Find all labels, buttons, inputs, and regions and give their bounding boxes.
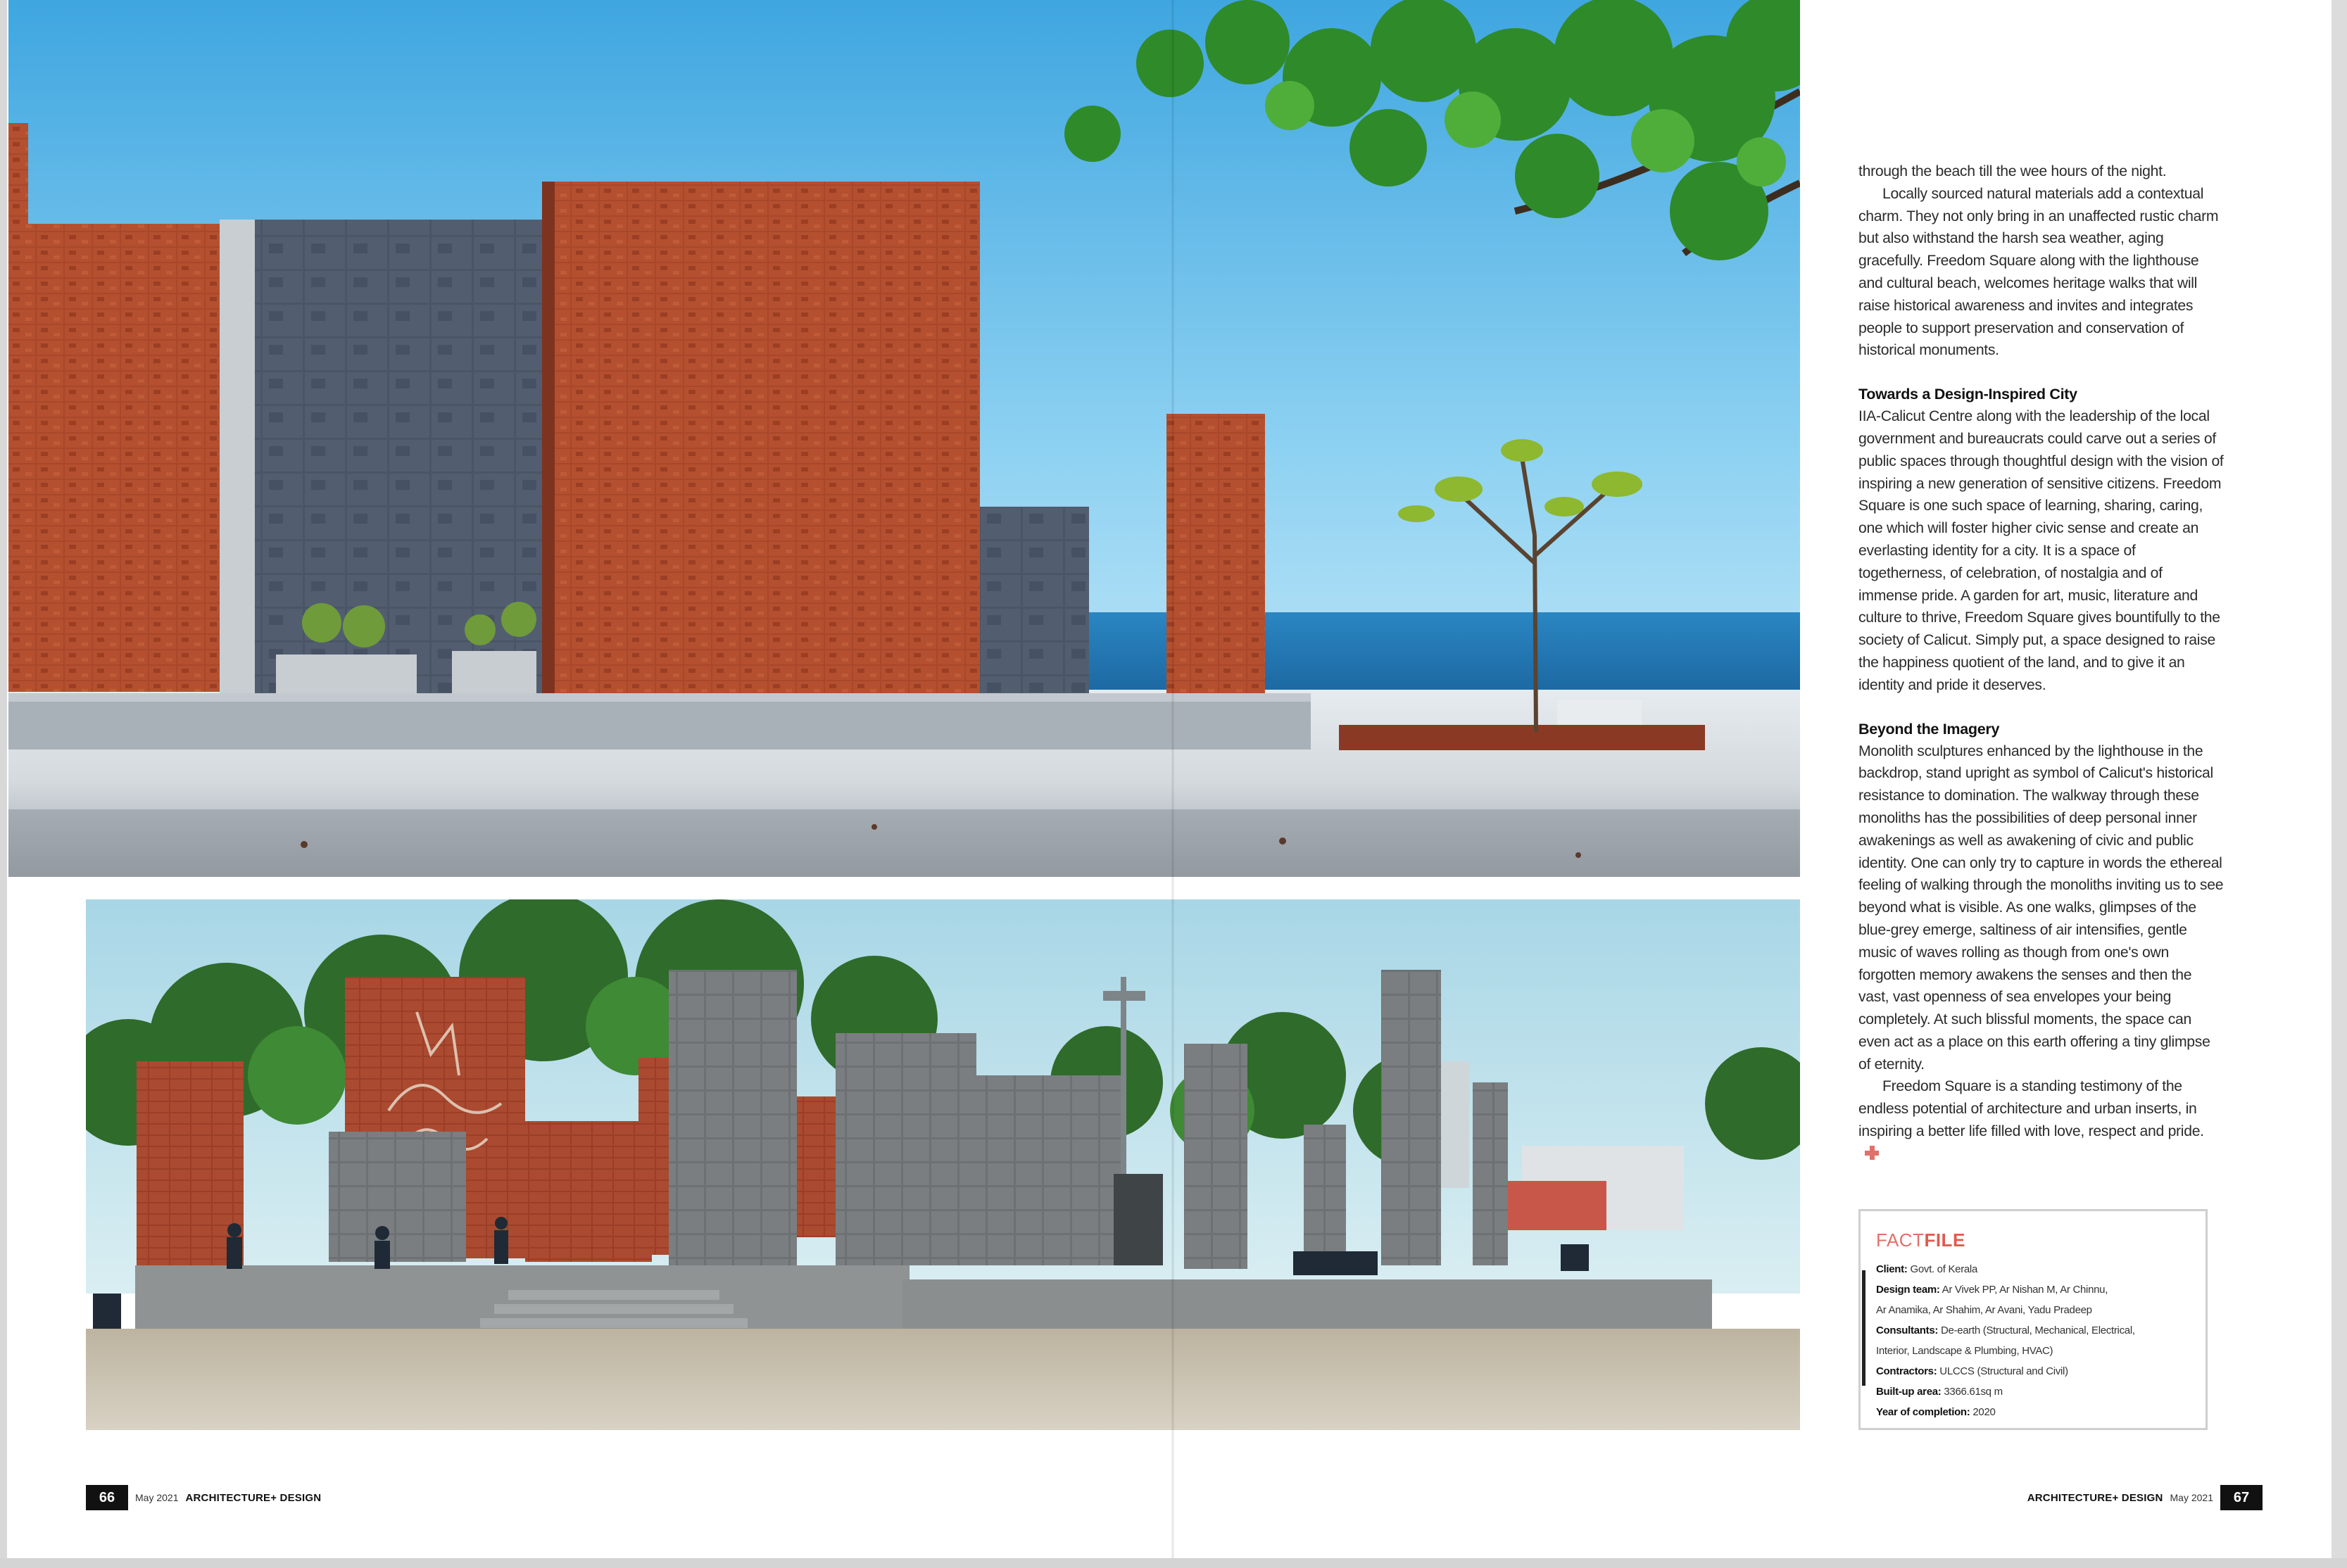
magazine-name-right: ARCHITECTURE+ DESIGN [2027,1492,2163,1504]
fact-design-team-cont [1876,1300,2191,1320]
issue-date-right: May 2021 [2170,1492,2213,1503]
fact-value: 3366.61sq m [1944,1386,2003,1398]
fact-label: Built-up area: [1876,1386,1942,1398]
fact-file-title-light: FACT [1876,1229,1925,1251]
paragraph-closing-text: Freedom Square is a standing testimony of the endless potential of architecture and urban inserts, in inspiring a better life filled with love, respect and pride. [1858,1078,2204,1140]
fact-value: 2020 [1972,1406,1996,1418]
fact-file-box [1858,1209,2208,1430]
subheading-beyond-imagery: Beyond the Imagery [1858,720,2000,738]
fact-label: Design team: [1876,1284,1940,1296]
paragraph-design-inspired-city: IIA-Calicut Centre along with the leadership of the local government and bureaucrats could carve out a series of public spaces through thoughtful design with the vision of inspiring a new generation of sensitive citizens. Freedom Square is one such space of learning, sharing, caring, one which will foster higher civic sense and create an everlasting identity for a city. It is a space of togetherness, of celebration, of nostalgia and of immense pride. A garden for art, music, literature and culture to thrive, Freedom Square gives bountifully to the society of Calicut. Simply put, a space designed to raise the happiness quotient of the land, and to give it an identity and pride it deserves. [1858,408,2224,693]
fact-client [1876,1259,2191,1279]
fact-value: ULCCS (Structural and Civil) [1939,1365,2068,1377]
fact-value: De-earth (Structural, Mechanical, Electrical, [1940,1324,2135,1336]
page-number-left: 66 [86,1485,128,1510]
folio-right [2027,1485,2263,1510]
fact-value: Ar Anamika, Ar Shahim, Ar Avani, Yadu Pradeep [1876,1304,2092,1316]
fact-built-up-area [1876,1382,2191,1402]
spread-gutter [1171,0,1174,1568]
fact-label: Contractors: [1876,1365,1937,1377]
page-edge-left [0,0,7,1568]
article-body [1858,160,2225,1165]
page-edge-right [2332,0,2347,1568]
paragraph-beyond-imagery: Monolith sculptures enhanced by the lighthouse in the backdrop, stand upright as symbol of Calicut's historical resistance to domination. The walkway through these monoliths has the possibilities of deep personal inner awakenings as well as awakening of civic and public identity. One can only try to capture in words the ethereal feeling of walking through the monoliths inviting us to see beyond what is visible. As one walks, glimpses of the blue-grey emerge, saltiness of air intensifies, gentle music of waves rolling as though from one's own forgotten memory awakens the senses and then the vast, vast openness of sea envelopes your being completely. At such blissful moments, the space can even act as a place on this earth offering a tiny glimpse of eternity. [1858,742,2224,1073]
photo-freedom-square-panorama [86,899,1800,1430]
fact-file-title-bold: FILE [1924,1229,1965,1251]
paragraph-continued: through the beach till the wee hours of the night. [1858,163,2167,179]
fact-design-team [1876,1279,2191,1300]
fact-label: Year of completion: [1876,1406,1970,1418]
fact-consultants [1876,1320,2191,1341]
fact-value: Govt. of Kerala [1910,1263,1978,1275]
magazine-name-left: ARCHITECTURE+ DESIGN [185,1492,322,1504]
page-number-right: 67 [2220,1485,2263,1510]
page-edge-bottom [0,1558,2347,1568]
fact-file-accent-bar [1862,1270,1865,1386]
fact-consultants-cont [1876,1341,2191,1361]
fact-label: Client: [1876,1263,1908,1275]
end-mark-icon [1864,1145,1880,1161]
fact-contractors [1876,1361,2191,1382]
issue-date-left: May 2021 [135,1492,179,1503]
subheading-design-inspired-city: Towards a Design-Inspired City [1858,386,2077,403]
fact-value: Interior, Landscape & Plumbing, HVAC) [1876,1345,2053,1357]
fact-label: Consultants: [1876,1324,1939,1336]
paragraph-closing [1858,1075,2225,1165]
folio-left [86,1485,321,1510]
fact-year [1876,1402,2191,1422]
fact-value: Ar Vivek PP, Ar Nishan M, Ar Chinnu, [1942,1284,2108,1296]
fact-file-title [1876,1229,2191,1251]
paragraph-materials: Locally sourced natural materials add a contextual charm. They not only bring in an unaffected rustic charm but also withstand the harsh sea weather, aging gracefully. Freedom Square along with the lighthouse and cultural beach, welcomes heritage walks that will raise historical awareness and invites and integrates people to support preservation and conservation of historical monuments. [1858,185,2219,359]
photo-monoliths-seaside [8,0,1800,877]
